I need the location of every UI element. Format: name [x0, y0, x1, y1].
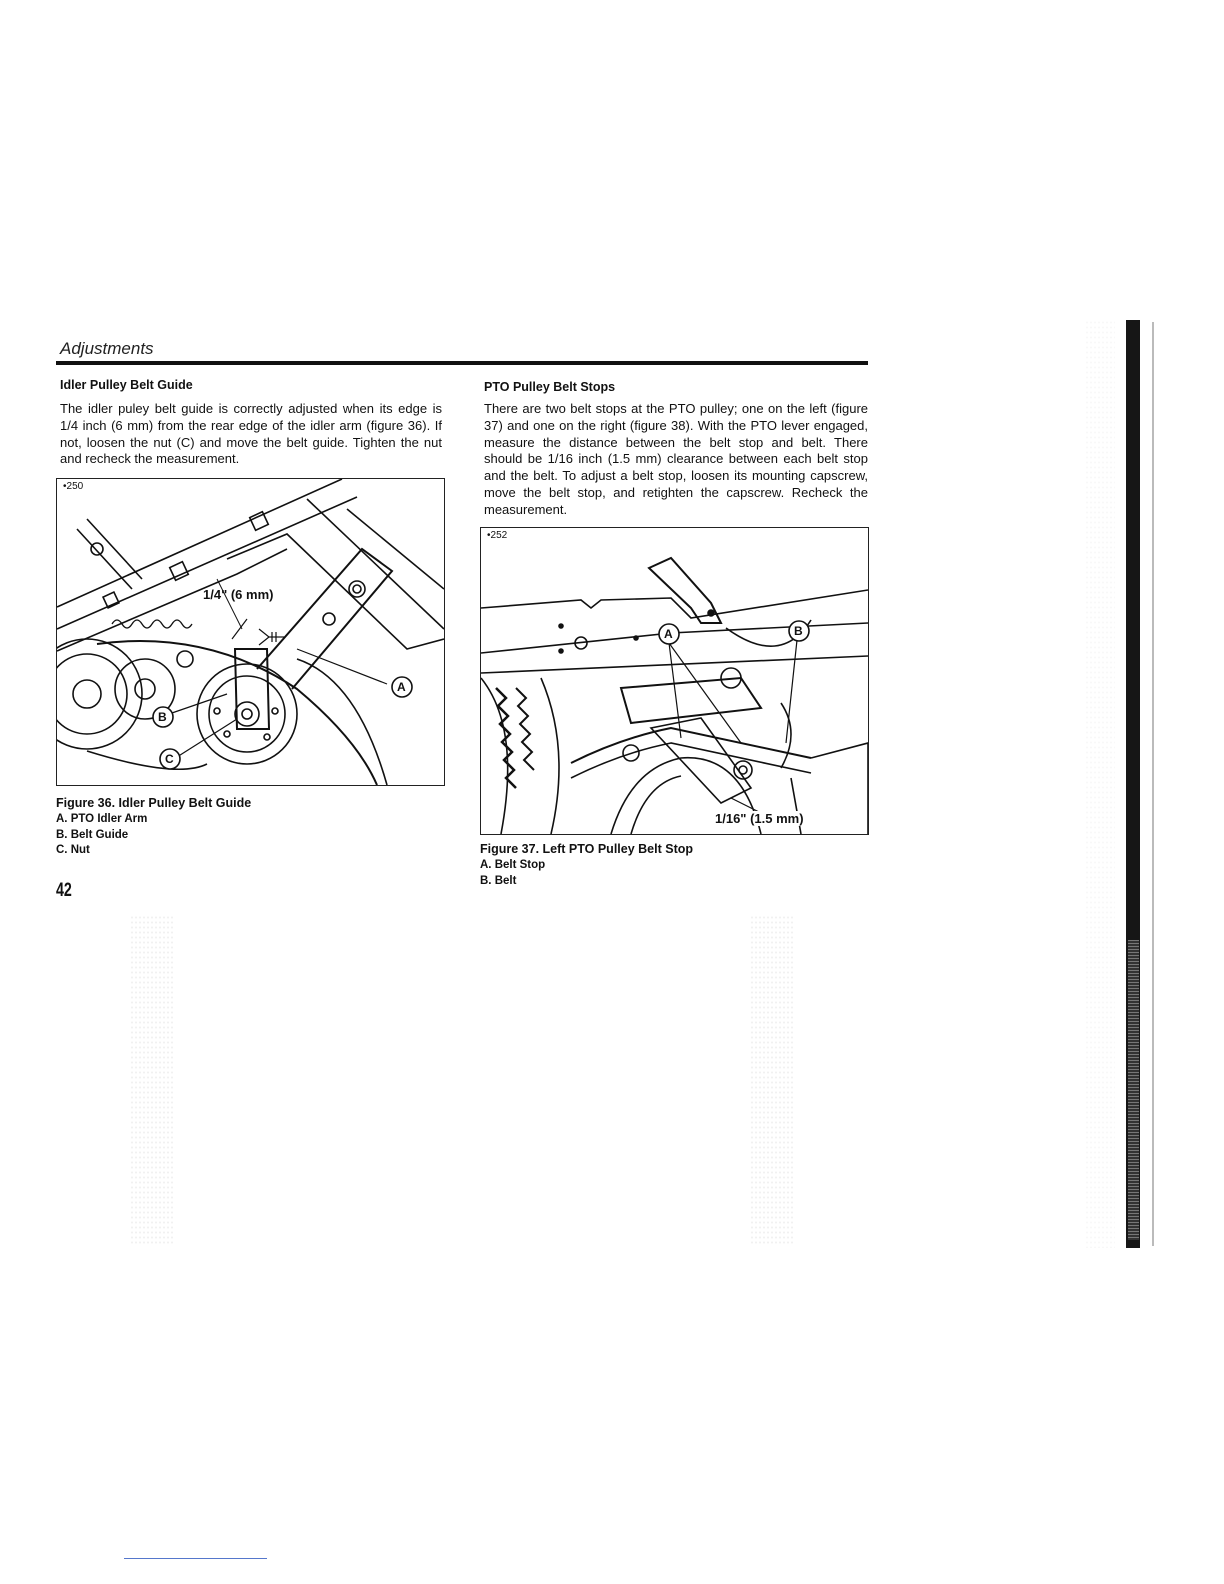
scan-speckle — [1085, 320, 1115, 1248]
figure-37-id: •252 — [487, 530, 508, 541]
figure-37 — [480, 527, 869, 835]
scan-speckle — [130, 915, 175, 1245]
figure-36-id: •250 — [63, 481, 84, 492]
left-body: The idler puley belt guide is correctly adjusted when its edge is 1/4 inch (6 mm) from the rear edge of the idler arm (figure 36). If not, loosen the nut (C) and move the belt guide. Tighten the nut and recheck the measurement. — [60, 401, 442, 467]
page-number: 42 — [56, 880, 72, 901]
figure-36 — [56, 478, 445, 786]
figure-37-legend-a: A. Belt Stop — [480, 859, 546, 871]
figure-36-dimension: 1/4" (6 mm) — [203, 587, 274, 602]
section-title: Adjustments — [60, 339, 154, 358]
callout-c: C — [165, 752, 174, 766]
figure-36-caption-title: Figure 36. Idler Pulley Belt Guide — [56, 796, 252, 810]
right-column — [484, 380, 868, 519]
footer-line — [124, 1558, 267, 1559]
figure-36-legend-b: B. Belt Guide — [56, 828, 129, 841]
figure-37-caption — [480, 842, 860, 889]
right-heading: PTO Pulley Belt Stops — [484, 380, 616, 394]
scan-speckle — [750, 915, 795, 1245]
belt-stop-illustration — [481, 528, 868, 834]
figure-37-caption-title: Figure 37. Left PTO Pulley Belt Stop — [480, 842, 694, 856]
callout-a: A — [397, 680, 406, 694]
figure-37-dimension: 1/16" (1.5 mm) — [715, 811, 804, 826]
scan-edge-noise — [1128, 940, 1139, 1240]
left-column — [60, 378, 442, 468]
idler-pulley-illustration — [57, 479, 444, 785]
right-body: There are two belt stops at the PTO pulley; one on the left (figure 37) and one on the right (figure 38). With the PTO lever engaged, measure the distance between the belt stop and belt. There should be 1/16 inch (1.5 mm) clearance between each belt stop and the belt. To adjust a belt stop, loosen its mounting capscrew, move the belt stop, and retighten the capscrew. Recheck the measurement. — [484, 401, 868, 517]
figure-37-legend-b: B. Belt — [480, 874, 517, 887]
header-rule — [56, 361, 868, 365]
callout-b: B — [158, 710, 167, 724]
figure-36-legend-c: C. Nut — [56, 844, 90, 856]
scan-edge-line — [1152, 322, 1154, 1246]
left-heading: Idler Pulley Belt Guide — [60, 378, 193, 392]
figure-36-caption — [56, 796, 436, 859]
callout-a: A — [664, 627, 673, 641]
figure-36-legend-a: A. PTO Idler Arm — [56, 813, 148, 825]
callout-b: B — [794, 624, 803, 638]
